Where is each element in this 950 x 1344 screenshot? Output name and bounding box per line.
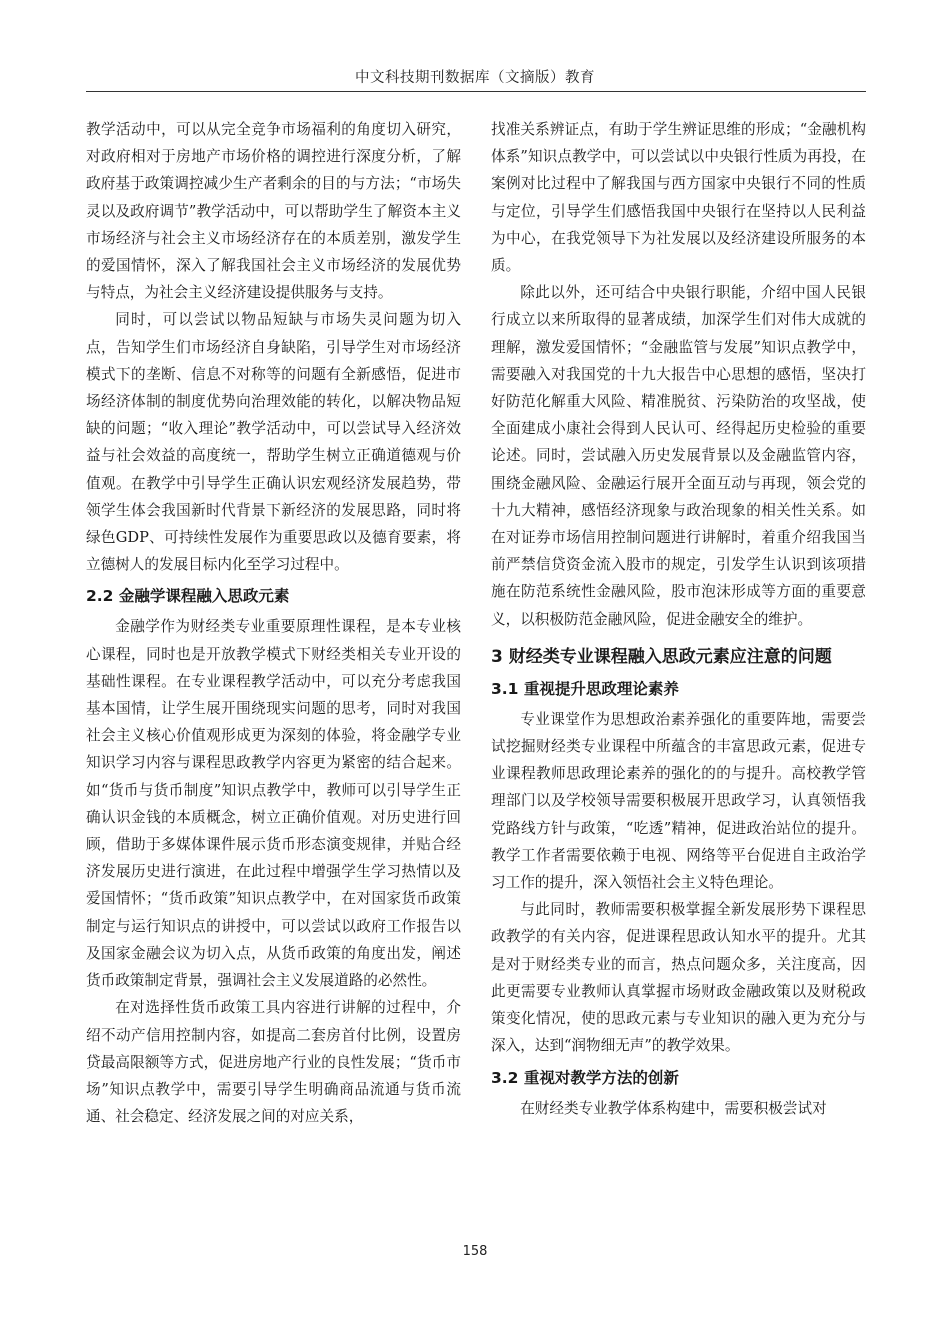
section-heading-3: 3 财经类专业课程融入思政元素应注意的问题 bbox=[491, 646, 832, 667]
body-paragraph: 与此同时，教师需要积极掌握全新发展形势下课程思政教学的有关内容，促进课程思政认知水平的提升。尤其是对于财经类专业的而言，热点问题众多，关注度高，因此更需要专业教师认真掌握市场财政金融政策以及财税政策变化情况，使的思政元素与专业知识的融入更为充分与深入，达到“润物细无声”的教学效果。 bbox=[491, 901, 866, 1055]
header-rule bbox=[86, 91, 866, 92]
body-paragraph: 教学活动中，可以从完全竞争市场福利的角度切入研究，对政府相对于房地产市场价格的调控进行深度分析，了解政府基于政策调控减少生产者剩余的目的与方法；“市场失灵以及政府调节”教学活动中，可以帮助学生了解资本主义市场经济与社会主义市场经济存在的本质差别，激发学生的爱国情怀，深入了解我国社会主义市场经济的发展优势与特点，为社会主义经济建设提供服务与支持。 bbox=[86, 121, 461, 302]
body-paragraph: 金融学作为财经类专业重要原理性课程，是本专业核心课程，同时也是开放教学模式下财经类相关专业开设的基础性课程。在专业课程教学活动中，可以充分考虑我国基本国情，让学生展开围绕现实问题的思考，同时对我国社会主义核心价值观形成更为深刻的体验，将金融学专业知识学习内容与课程思政教学内容更为紧密的结合起来。如“货币与货币制度”知识点教学中，教师可以引导学生正确认识金钱的本质概念，树立正确价值观。对历史进行回顾，借助于多媒体课件展示货币形态演变规律，并贴合经济发展历史进行演进，在此过程中增强学生学习热情以及爱国情怀；“货币政策”知识点教学中，在对国家货币政策制定与运行知识点的讲授中，可以尝试以政府工作报告以及国家金融会议为切入点，从货币政策的角度出发，阐述货币政策制定背景，强调社会主义发展道路的必然性。 bbox=[86, 618, 461, 990]
body-paragraph: 在财经类专业教学体系构建中，需要积极尝试对 bbox=[520, 1099, 827, 1117]
left-column bbox=[86, 116, 461, 1130]
body-paragraph: 同时，可以尝试以物品短缺与市场失灵问题为切入点，告知学生们市场经济自身缺陷，引导学生对市场经济模式下的垄断、信息不对称等的问题有全新感悟，促进市场经济体制的制度优势向治理效能的转化，以解决物品短缺的问题；“收入理论”教学活动中，可以尝试导入经济效益与社会效益的高度统一，帮助学生树立正确道德观与价值观。在教学中引导学生正确认识宏观经济发展趋势，带领学生体会我国新时代背景下新经济的发展思路，同时将绿色GDP、可持续性发展作为重要思政以及德育要素，将立德树人的发展目标内化至学习过程中。 bbox=[86, 311, 461, 574]
body-paragraph: 在对选择性货币政策工具内容进行讲解的过程中，介绍不动产信用控制内容，如提高二套房首付比例，设置房贷最高限额等方式，促进房地产行业的良性发展；“货币市场”知识点教学中，需要引导学生明确商品流通与货币流通、社会稳定、经济发展之间的对应关系， bbox=[86, 999, 461, 1126]
section-heading-3-2: 3.2 重视对教学方法的创新 bbox=[491, 1068, 679, 1087]
body-paragraph: 找准关系辨证点，有助于学生辨证思维的形成；“金融机构体系”知识点教学中，可以尝试以中央银行性质为再投，在案例对比过程中了解我国与西方国家中央银行不同的性质与定位，引导学生们感悟我国中央银行在坚持以人民利益为中心，在我党领导下为社发展以及经济建设所服务的本质。 bbox=[491, 121, 866, 275]
section-heading-2-2: 2.2 金融学课程融入思政元素 bbox=[86, 587, 290, 606]
journal-header-title: 中文科技期刊数据库（文摘版）教育 bbox=[355, 70, 595, 86]
page-number: 158 bbox=[462, 1244, 488, 1259]
section-heading-3-1: 3.1 重视提升思政理论素养 bbox=[491, 679, 679, 698]
body-paragraph: 专业课堂作为思想政治素养强化的重要阵地，需要尝试挖掘财经类专业课程中所蕴含的丰富思政元素，促进专业课程教师思政理论素养的强化的的与提升。高校教学管理部门以及学校领导需要积极展开思政学习，认真领悟我党路线方针与政策，“吃透”精神，促进政治站位的提升。教学工作者需要依赖于电视、网络等平台促进自主政治学习工作的提升，深入领悟社会主义特色理论。 bbox=[491, 710, 866, 892]
right-column bbox=[491, 116, 866, 1122]
body-paragraph: 除此以外，还可结合中央银行职能，介绍中国人民银行成立以来所取得的显著成绩，加深学生们对伟大成就的理解，激发爱国情怀；“金融监管与发展”知识点教学中，需要融入对我国党的十九大报告中心思想的感悟，坚决打好防范化解重大风险、精准脱贫、污染防治的攻坚战，使全面建成小康社会得到人民认可、经得起历史检验的重要论述。同时，尝试融入历史发展背景以及金融监管内容，围绕金融风险、金融运行展开全面互动与再现，领会党的十九大精神，感悟经济现象与政治现象的相关性关系。如在对证券市场信用控制问题进行讲解时，着重介绍我国当前严禁信贷资金流入股市的规定，引发学生认识到该项措施在防范系统性金融风险，股市泡沫形成等方面的重要意义，以积极防范金融风险，促进金融安全的维护。 bbox=[491, 284, 866, 628]
